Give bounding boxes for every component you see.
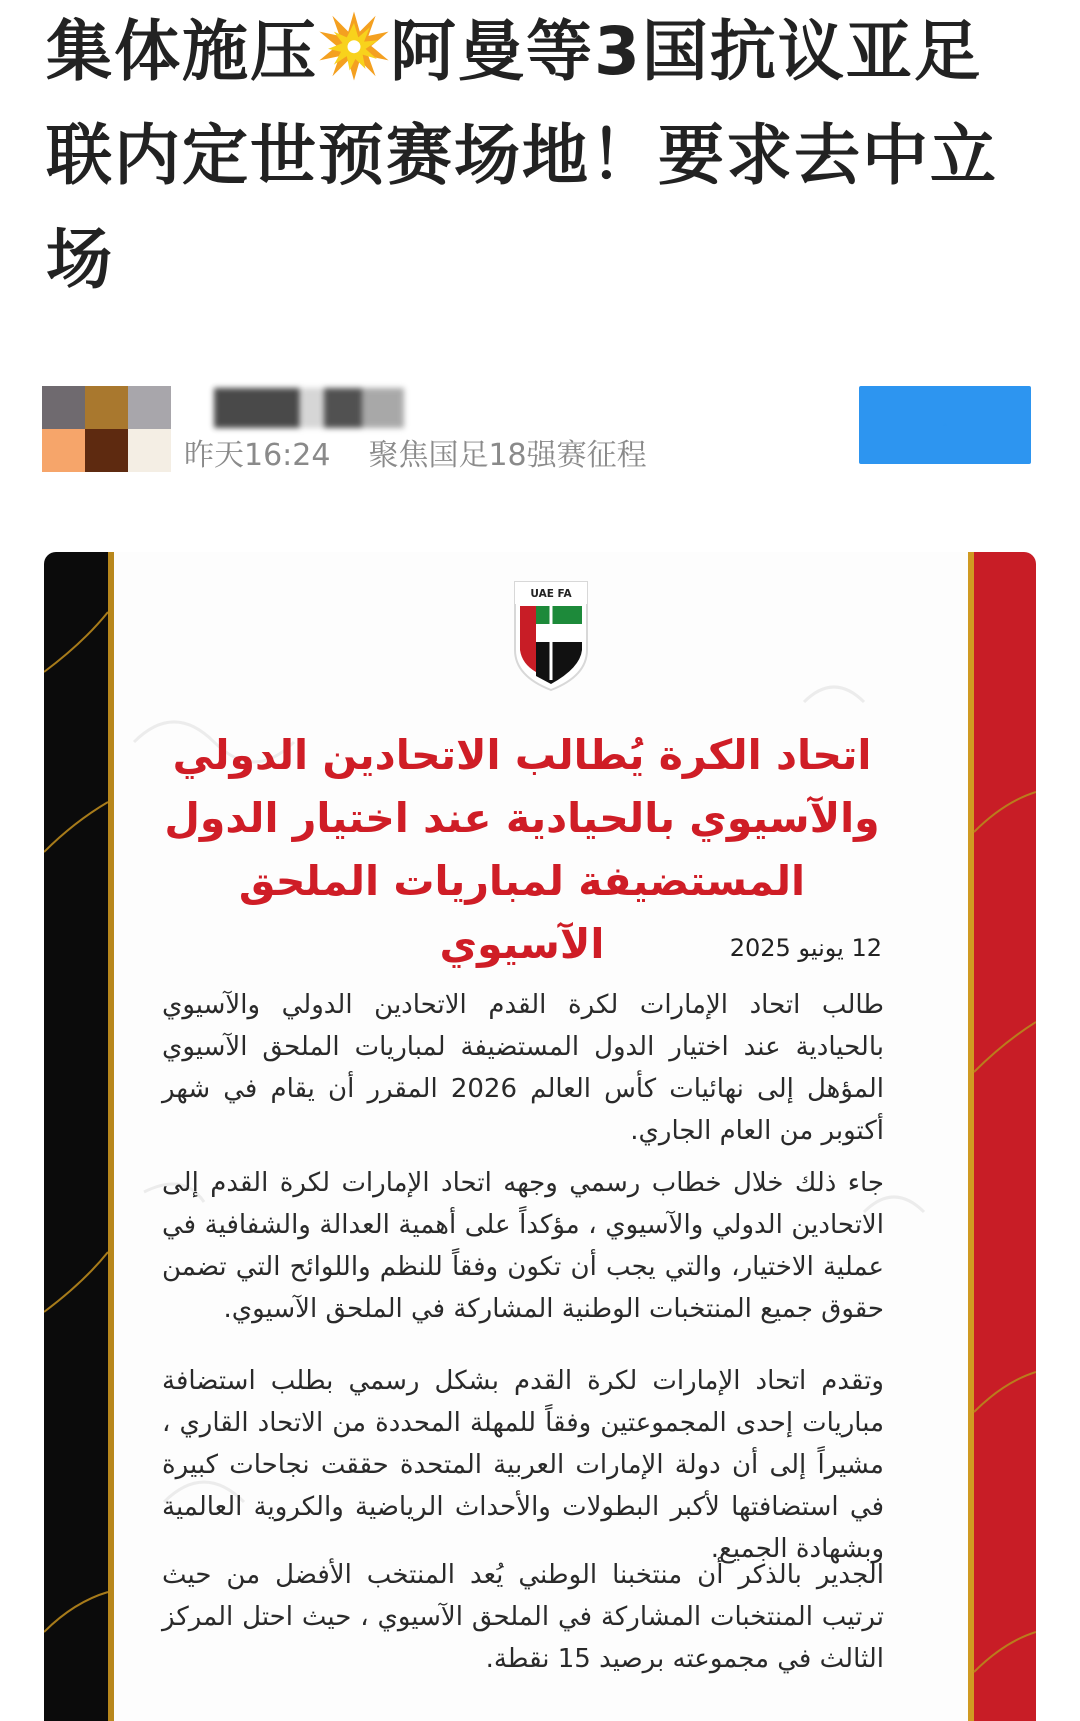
- document-paragraph-3: وتقدم اتحاد الإمارات لكرة القدم بشكل رسمي بطلب استضافة مباريات إحدى المجموعتين وفقاً للمهلة المحددة من الاتحاد القاري ، مشيراً إلى أن دولة الإمارات العربية المتحدة حققت نجاحات كبيرة في استضافتها لأكبر البطولات والأحداث الرياضية والكروية العالمية وبشهادة الجميع.: [162, 1366, 884, 1564]
- headline-part2: 阿曼等3国抗议亚足联内定世预赛场地！要求去中立场: [46, 13, 998, 298]
- post-timestamp: 昨天16:24: [184, 438, 331, 473]
- document-paragraph-1: طالب اتحاد الإمارات لكرة القدم الاتحادين الدولي والآسيوي بالحيادية عند اختيار الدول المستضيفة لمباريات الملحق الآسيوي المؤهل إلى نهائيات كأس العالم 2026 المقرر أن يقام في شهر أكتوبر من العام الجاري.: [162, 990, 884, 1146]
- logo-text: UAE FA: [530, 588, 572, 600]
- author-avatar[interactable]: [42, 386, 172, 472]
- follow-button[interactable]: 关注: [859, 386, 1031, 464]
- author-name-redacted[interactable]: [214, 388, 404, 428]
- document-paragraph-2: جاء ذلك خلال خطاب رسمي وجهه اتحاد الإمارات لكرة القدم إلى الاتحادين الدولي والآسيوي ، مؤكداً على أهمية العدالة والشفافية في عملية الاختيار، والتي يجب أن تكون وفقاً للنظم واللوائح التي تضمن حقوق جميع المنتخبات الوطنية المشاركة في الملحق الآسيوي.: [162, 1168, 884, 1324]
- author-row: [42, 386, 1042, 476]
- document-title: اتحاد الكرة يُطالب الاتحادين الدولي والآسيوي بالحيادية عند اختيار الدول المستضيفة لمباريات الملحق الآسيوي: [164, 731, 880, 968]
- article-headline: [46, 0, 1026, 312]
- topic-link[interactable]: 聚焦国足18强赛征程: [368, 438, 647, 473]
- document-date: 12 يونيو 2025: [729, 934, 882, 962]
- uae-fa-logo: [512, 580, 590, 692]
- headline-part1: 集体施压: [46, 13, 318, 90]
- post-meta: [184, 430, 647, 474]
- collision-emoji-icon: [318, 10, 390, 82]
- article-image: [44, 552, 1036, 1721]
- document-paragraph-4: الجدير بالذكر أن منتخبنا الوطني يُعد المنتخب الأفضل من حيث ترتيب المنتخبات المشاركة في الملحق الآسيوي ، حيث احتل المركز الثالث في مجموعته برصيد 15 نقطة.: [162, 1560, 884, 1674]
